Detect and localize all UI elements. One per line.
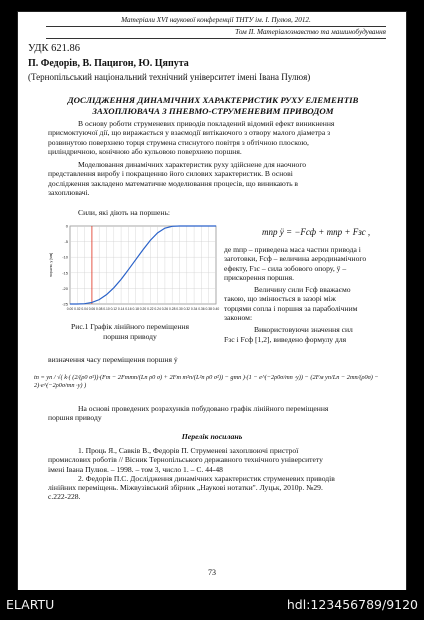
- data-point: [216, 226, 217, 227]
- x-tick-label: 0.18: [132, 307, 139, 311]
- y-tick-label: -25: [62, 301, 68, 307]
- x-tick-label: 0.28: [168, 307, 176, 311]
- data-point: [128, 269, 129, 270]
- forces-intro: Сили, які діють на поршень:: [78, 208, 171, 217]
- data-point: [172, 226, 173, 227]
- x-tick-label: 0.10: [103, 307, 110, 311]
- y-axis-label: поршня, y [мм]: [49, 252, 53, 278]
- data-point: [92, 302, 93, 303]
- data-point: [135, 259, 136, 260]
- viewer-footer: [0, 590, 424, 620]
- data-point: [77, 304, 78, 305]
- x-tick-label: 0.16: [125, 307, 132, 311]
- title-line: ДОСЛІДЖЕННЯ ДИНАМІЧНИХ ХАРАКТЕРИСТИК РУХУ ЕЛЕМЕНТІВ: [67, 95, 359, 105]
- x-tick-label: 0.14: [117, 307, 125, 311]
- figure-caption: Рис.1 Графік лінійного переміщення поршня приводу: [71, 322, 189, 341]
- repository-name: ELARTU: [6, 597, 55, 612]
- udk-code: УДК 621.86: [28, 43, 81, 54]
- data-point: [187, 226, 188, 227]
- x-tick-label: 0.32: [183, 307, 191, 311]
- x-tick-label: 0.40: [212, 307, 220, 311]
- reference-item: 1. Проць Я., Савків В., Федорів П. Струменеві захоплюючі пристрої: [78, 446, 299, 455]
- x-tick-label: 0.22: [147, 307, 154, 311]
- x-tick-label: 0.36: [198, 307, 205, 311]
- y-tick-label: -15: [62, 270, 68, 276]
- paper-title: [38, 95, 388, 116]
- x-tick-label: 0.30: [176, 307, 183, 311]
- header-rule: [46, 26, 386, 27]
- x-tick-label: 0.34: [190, 307, 198, 311]
- x-tick-label: 0.06: [88, 307, 96, 311]
- y-tick-label: -10: [62, 254, 68, 260]
- data-point: [143, 249, 144, 250]
- data-point: [106, 294, 107, 295]
- handle-id: hdl:123456789/9120: [286, 597, 418, 612]
- data-point: [179, 226, 180, 227]
- data-point: [194, 226, 195, 227]
- time-formula: tn = yn / √( k·( (2/(ρ0 σ²))·(Fm − 2Fmmп/(Lп ρ0 σ) + 2Fm m²п/(L²п ρ0 σ²)) − gmп )·(1 − e^(−2ρ0σ/mп ·y)) − (2Fм yn/Lп − 2mп/(ρ0σ) − 2)·e^(−2ρ0σ/mп ·y) ): [34, 374, 379, 389]
- x-tick-label: 0.00: [66, 307, 74, 311]
- data-point: [84, 303, 85, 304]
- data-point: [201, 226, 202, 227]
- data-point: [150, 240, 151, 241]
- data-point: [70, 304, 71, 305]
- paragraph-modeling: Моделювання динамічних характеристик руху здійснене для наочного представлення виробу і покращенню його силових характеристик. В основі дослідження закладено математичне моделювання процесів, що виникають в захоплювачі.: [48, 160, 307, 197]
- x-tick-label: 0.38: [205, 307, 212, 311]
- y-tick-label: 0: [65, 223, 68, 229]
- after-figure-text: визначення часу переміщення поршня ẏ: [48, 355, 178, 364]
- reference-item: 2. Федорів П.С. Дослідження динамічних характеристик струменевих приводів: [78, 473, 335, 483]
- affiliation: (Тернопільський національний технічний університет імені Івана Пулюя): [28, 72, 311, 82]
- references-heading: Перелік посилань: [181, 432, 243, 441]
- data-point: [208, 226, 209, 227]
- x-tick-label: 0.04: [81, 307, 88, 311]
- x-tick-label: 0.08: [95, 307, 103, 311]
- data-point: [99, 299, 100, 300]
- paragraph-results: На основі проведених розрахунків побудовано графік лінійного переміщення поршня приводу: [48, 404, 329, 423]
- x-tick-label: 0.24: [154, 307, 161, 311]
- running-header-volume: Том II. Матеріалознавство та машинобудування: [235, 28, 386, 36]
- authors: П. Федорів, В. Пацигон, Ю. Цяпута: [28, 58, 189, 69]
- running-header-conference: Матеріали XVI наукової конференції ТНТУ ім. І. Пулюя, 2012.: [121, 16, 311, 24]
- data-point: [165, 228, 166, 229]
- displacement-chart: [44, 220, 220, 318]
- header-rule-2: [46, 38, 386, 39]
- data-point: [157, 233, 158, 234]
- paragraph-intro: В основу роботи струменевих приводів покладений відомий ефект виникнення присмоктуючої дії, що виражається у взаємодії витікаючого з отвору малого діаметра з розвинутою поверхнею торця струмена стиснутого повітря з обтічною плоскою, циліндричною, конічною або кульовою поверхнею поршня.: [48, 119, 335, 156]
- data-point: [121, 279, 122, 280]
- references-list: 1. Проць Я., Савків В., Федорів П. Струменеві захоплюючі пристрої промислових роботів // Вісник Тернопільського державного технічного університету імені Івана Пулюя. – 1998. – том 3, число 1. – С. 44-48 2. Федорів П.С. Дослідження динамічних характеристик струменевих приводів лінійних переміщень. Міжвузівський збірник „Наукові нотатки". Луцьк, 2010р. №29. с.222-228.: [48, 446, 390, 502]
- x-tick-label: 0.12: [110, 307, 118, 311]
- x-tick-label: 0.26: [161, 307, 169, 311]
- page-number: 73: [208, 568, 216, 577]
- paper-page: [18, 12, 406, 590]
- right-column-text: де mпр – приведена маса частин привода і заготовки, Fсф – величина аеродинамічного ефекту, Fзс – сила зобового опору, ÿ – прискорення поршня. Величину сили Fсф вважаємо такою, що змінюється в зазорі між торцями сопла і поршня за параболічним законом: Використовуючи значення сил Fзс і Fсф [1,2], виведено формулу для: [224, 245, 367, 344]
- y-tick-label: -5: [64, 239, 68, 245]
- title-line: ЗАХОПЛЮВАЧА З ПНЕВМО-СТРУМЕНЕВИМ ПРИВОДОМ: [92, 105, 334, 116]
- equation-motion: mпр ÿ = −Fсф + mпр + Fзс ,: [262, 227, 371, 237]
- y-tick-label: -20: [62, 285, 68, 291]
- data-point: [114, 288, 115, 289]
- x-tick-label: 0.20: [139, 307, 147, 311]
- x-tick-label: 0.02: [74, 307, 81, 311]
